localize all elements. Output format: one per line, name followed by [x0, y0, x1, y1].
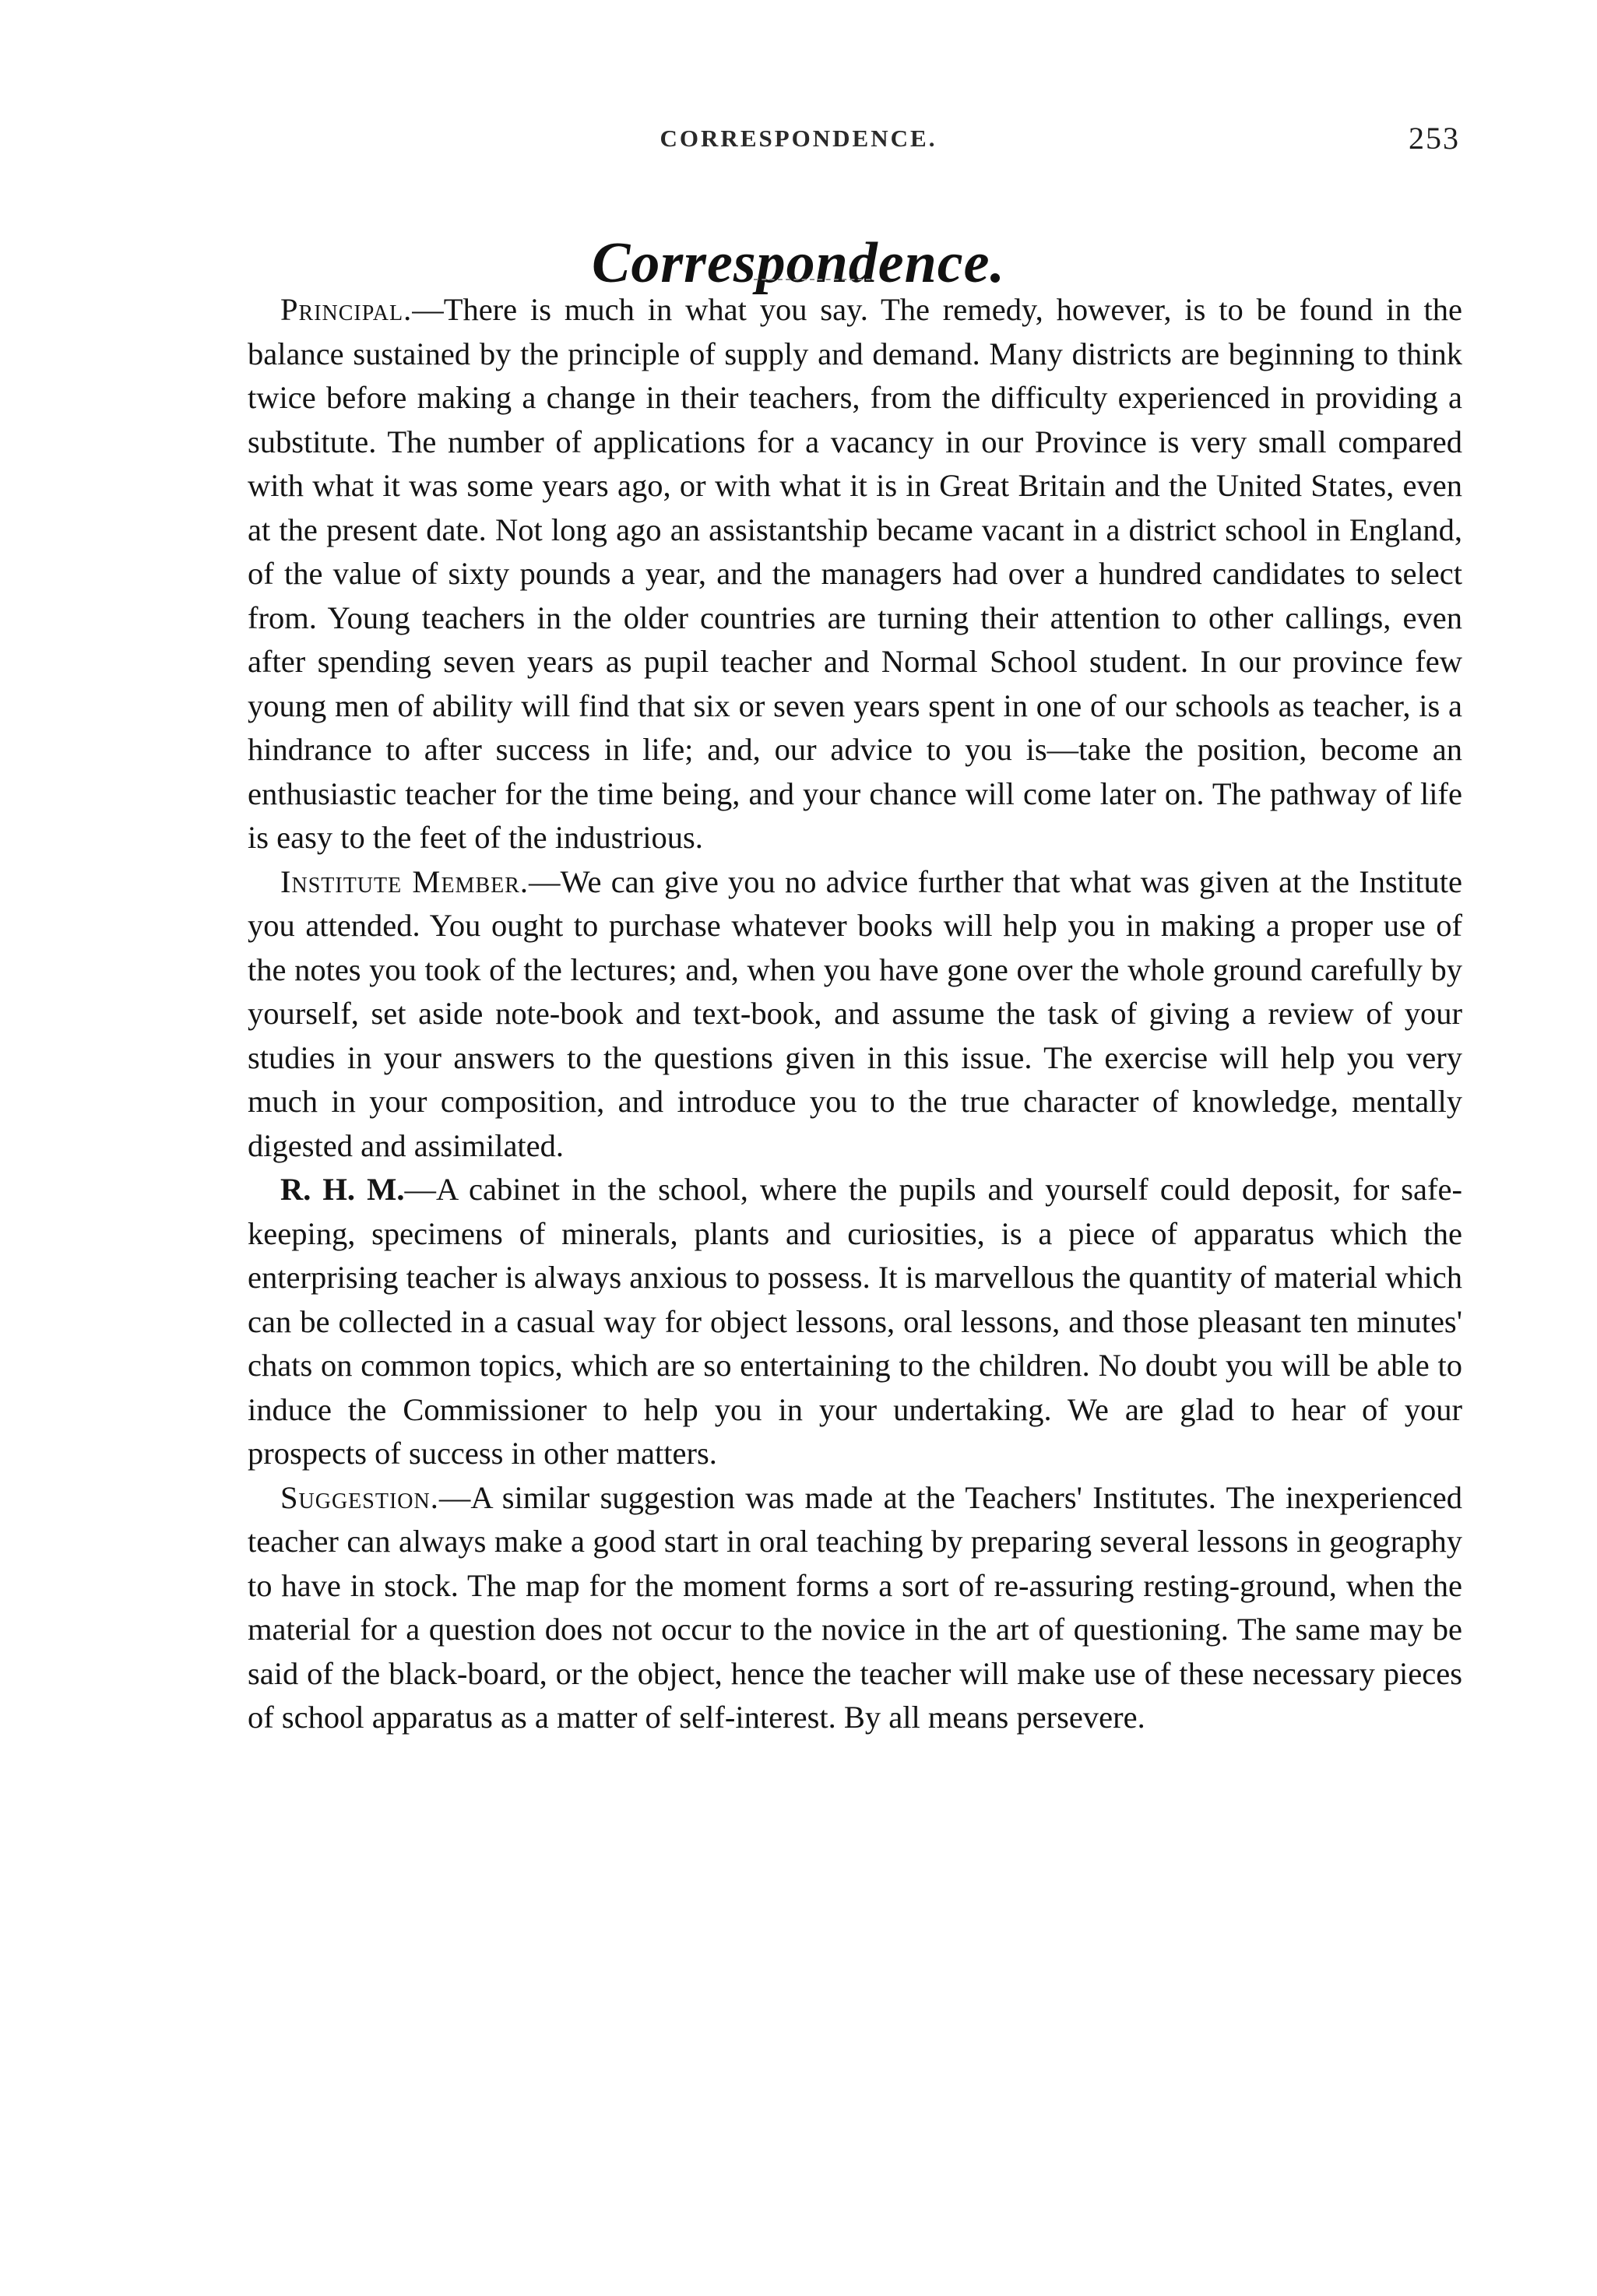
- entry-heading: R. H. M.: [280, 1172, 405, 1207]
- running-head: [0, 121, 1597, 171]
- title-rule: [754, 279, 871, 280]
- entry-text: —We can give you no advice further that what was given at the Institute you attended. You ought to purchase whatever books will help you in making a proper use of the notes you took of the lectures; and, when you have gone over the whole ground carefully by yourself, set aside note-book and text-book, and assume the task of giving a review of your studies in your answers to the questions given in this issue. The exercise will help you very much in your composition, and introduce you to the true character of knowledge, mentally digested and assimilated.: [248, 863, 1462, 1163]
- running-title: CORRESPONDENCE.: [660, 125, 937, 152]
- entry-heading: Suggestion.: [280, 1479, 439, 1515]
- entry-heading: Principal.: [280, 292, 413, 327]
- entry-r-h-m: [248, 1168, 1462, 1476]
- entry-suggestion: [248, 1476, 1462, 1740]
- page-number: 253: [1409, 121, 1460, 156]
- entry-institute-member: [248, 860, 1462, 1169]
- entry-text: —There is much in what you say. The remedy, however, is to be found in the balance sustained by the principle of supply and demand. Many districts are beginning to think twice before making a change in their teachers, from the difficulty experienced in providing a substitute. The number of applications for a vacancy in our Province is very small compared with what it was some years ago, or with what it is in Great Britain and the United States, even at the present date. Not long ago an assistantship became vacant in a district school in England, of the value of sixty pounds a year, and the managers had over a hundred candidates to select from. Young teachers in the older countries are turning their attention to other callings, even after spending seven years as pupil teacher and Normal School student. In our province few young men of ability will find that six or seven years spent in one of our schools as teacher, is a hindrance to after success in life; and, our advice to you is—take the position, become an enthusiastic teacher for the time being, and your chance will come later on. The pathway of life is easy to the feet of the industrious.: [248, 292, 1462, 855]
- entry-heading: Institute Member.: [280, 863, 529, 899]
- correspondence-body: [248, 288, 1462, 1740]
- section-title: Correspondence.: [592, 230, 1005, 295]
- entry-text: —A similar suggestion was made at the Teachers' Institutes. The inexperienced teacher can always make a good start in oral teaching by preparing several lessons in geography to have in stock. The map for the moment forms a sort of re-assuring resting-ground, when the material for a question does not occur to the novice in the art of questioning. The same may be said of the black-board, or the object, hence the teacher will make use of these necessary pieces of school apparatus as a matter of self-interest. By all means persevere.: [248, 1479, 1462, 1735]
- entry-text: —A cabinet in the school, where the pupils and yourself could deposit, for safe-keeping, specimens of minerals, plants and curiosities, is a piece of apparatus which the enterprising teacher is always anxious to possess. It is marvellous the quantity of material which can be collected in a casual way for object lessons, oral lessons, and those pleasant ten minutes' chats on common topics, which are so entertaining to the children. No doubt you will be able to induce the Commissioner to help you in your undertaking. We are glad to hear of your prospects of success in other matters.: [248, 1172, 1463, 1471]
- entry-principal: [248, 288, 1462, 860]
